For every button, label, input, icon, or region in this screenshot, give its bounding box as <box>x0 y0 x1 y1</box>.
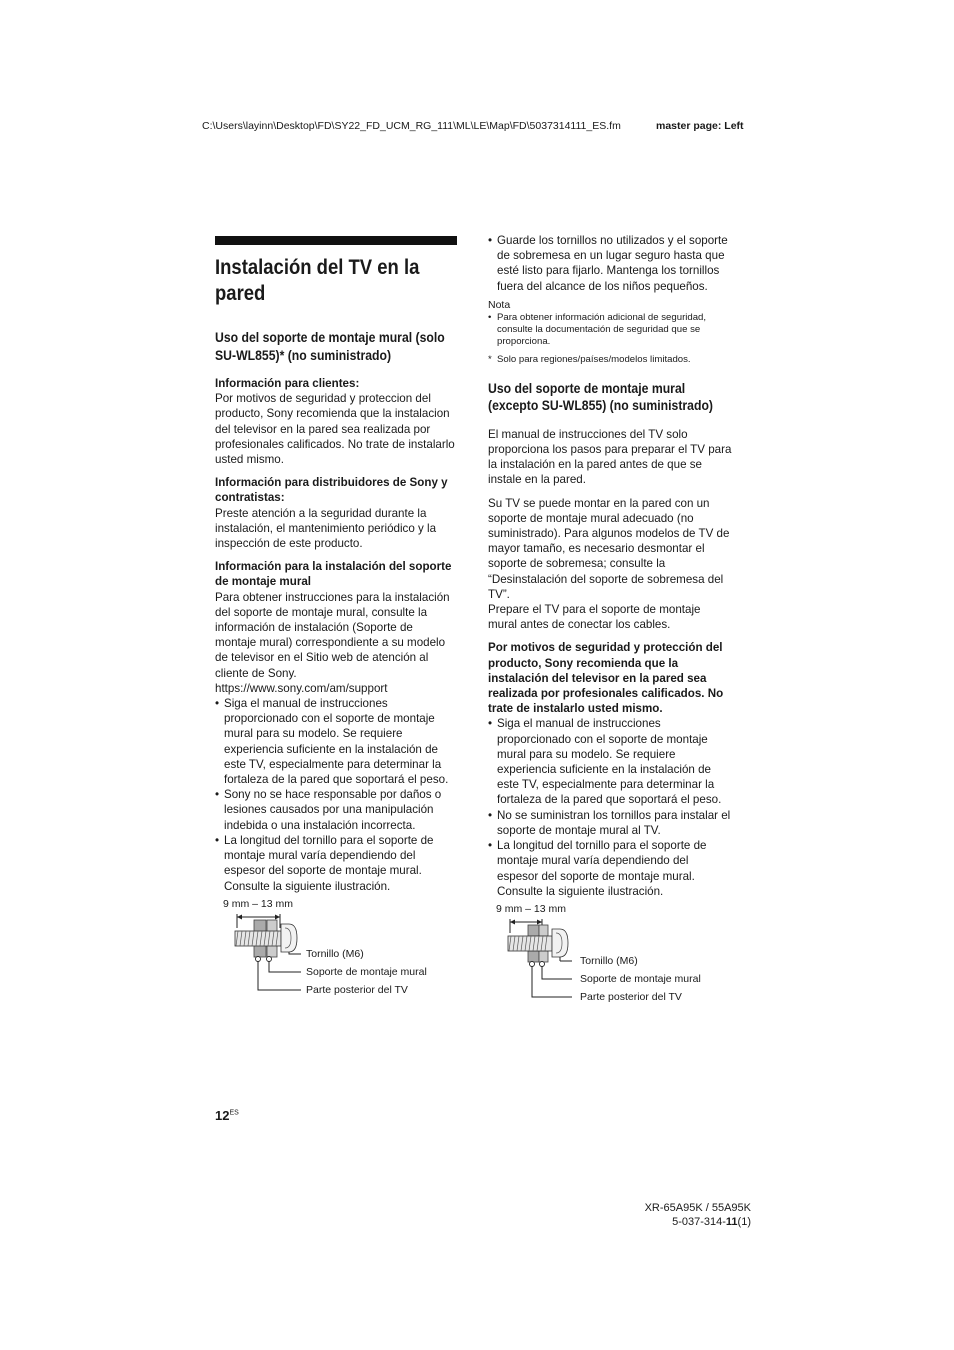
label-screw: Tornillo (M6) <box>306 947 364 960</box>
screw-diagram <box>496 903 738 1013</box>
section-title-su-wl855: Uso del soporte de montaje mural (solo SU-WL855)* (no suministrado) <box>215 330 445 363</box>
label-bracket: Soporte de montaje mural <box>580 972 701 985</box>
page-number: $12^{ES}$ <box>215 1108 239 1123</box>
label-tv-back: Parte posterior del TV <box>580 990 682 1003</box>
clients-text: Por motivos de seguridad y proteccion del producto, Sony recomienda que la instalacion del televisor en la pared sea realizada por profesionales calificados. No trate de instalarlo usted mismo. <box>215 392 455 467</box>
screw-diagram <box>223 898 465 1008</box>
paragraph: Su TV se puede montar en la pared con un soporte de montaje mural adecuado (no suministrado). Para algunos modelos de TV de mayor tamaño, es necesario desmontar el soporte de sobremesa; consulte la “Desinstalación del soporte de sobremesa del TV”. <box>488 496 730 601</box>
label-screw: Tornillo (M6) <box>580 954 638 967</box>
install-text: Para obtener instrucciones para la instalación del soporte de montaje mural, consulte la información de instalación (Soporte de montaje mural) correspondiente a su modelo de televisor en el Sitio web de atención al cliente de Sony. <box>215 590 450 680</box>
paragraph: El manual de instrucciones del TV solo proporciona los pasos para preparar el TV para la instalación en la pared antes de que se instale en la pared. <box>488 427 732 487</box>
page-language-suffix: ES <box>229 1109 239 1117</box>
section-title-except-su-wl855: Uso del soporte de montaje mural (excepto SU-WL855) (no suministrado) <box>488 380 713 414</box>
footnote-text: Solo para regiones/países/modelos limitados. <box>497 353 691 365</box>
list-item: • La longitud del tornillo para el soporte de montaje mural varía dependiendo del espesor del soporte de montaje mural. Consulte la siguiente ilustración. <box>215 833 457 894</box>
list-item: • Sony no se hace responsable por daños o lesiones causados por una manipulación indebida o una instalación incorrecta. <box>215 787 457 833</box>
install-heading: Información para la instalación del soporte de montaje mural <box>215 560 452 589</box>
note-title: Nota <box>488 298 511 311</box>
note-list <box>488 312 732 348</box>
safety-warning: Por motivos de seguridad y protección del producto, Sony recomienda que la instalación del televisor en la pared sea realizada por profesionales calificados. No trate de instalarlo usted mismo. <box>488 641 724 716</box>
list-item: • Siga el manual de instrucciones proporcionado con el soporte de montaje mural para su modelo. Se requiere experiencia suficiente en la instalación de este TV, especialmente para determinar la fortaleza de la pared que soportará el peso. <box>488 716 732 807</box>
footnote-mark: * <box>488 353 492 365</box>
list-item: • La longitud del tornillo para el soporte de montaje mural varía dependiendo del espesor del soporte de montaje mural. Consulte la siguiente ilustración. <box>488 838 732 899</box>
right-top-bullets <box>488 233 732 294</box>
list-item: • Para obtener información adicional de seguridad, consulte la documentación de seguridad que se proporciona. <box>488 312 732 348</box>
page-title: Instalación del TV en la pared <box>215 256 420 305</box>
left-column <box>215 236 457 1008</box>
list-item: • Guarde los tornillos no utilizados y el soporte de sobremesa en un lugar seguro hasta que esté listo para fijarlo. Mantenga los tornillos fuera del alcance de los niños pequeños. <box>488 233 732 294</box>
dimension-label: 9 mm – 13 mm <box>496 902 567 915</box>
label-tv-back: Parte posterior del TV <box>306 983 408 996</box>
footnote <box>488 354 732 366</box>
model-info <box>645 1202 751 1229</box>
model-names: XR-65A95K / 55A95K <box>644 1202 751 1214</box>
dealers-text: Preste atención a la seguridad durante la instalación, el mantenimiento periódico y la inspección de este producto. <box>215 506 437 551</box>
label-bracket: Soporte de montaje mural <box>306 965 427 978</box>
right-column <box>488 233 732 1013</box>
dimension-label: 9 mm – 13 mm <box>223 897 294 910</box>
list-item: • Siga el manual de instrucciones proporcionado con el soporte de montaje mural para su modelo. Se requiere experiencia suficiente en la instalación de este TV, especialmente para determinar la fortaleza de la pared que soportará el peso. <box>215 696 457 787</box>
clients-heading: Información para clientes: <box>215 377 360 390</box>
paragraph: Prepare el TV para el soporte de montaje mural antes de conectar los cables. <box>488 603 701 632</box>
list-item: • No se suministran los tornillos para instalar el soporte de montaje mural al TV. <box>488 808 732 838</box>
master-page-label: master page: Left <box>656 120 744 132</box>
support-link[interactable]: https://www.sony.com/am/support <box>215 681 388 695</box>
right-bullet-list <box>488 716 732 898</box>
left-bullet-list <box>215 696 457 894</box>
title-bar <box>215 236 457 245</box>
file-path: C:\Users\layinn\Desktop\FD\SY22_FD_UCM_RG_111\ML\LE\Map\FD\5037314111_ES.fm <box>202 120 621 132</box>
dealers-heading: Información para distribuidores de Sony y contratistas: <box>215 476 448 505</box>
document-code: 5-037-314-11(1) <box>672 1215 751 1228</box>
